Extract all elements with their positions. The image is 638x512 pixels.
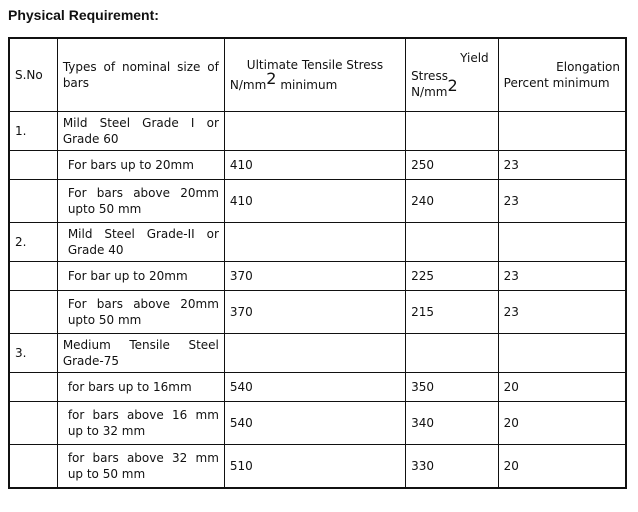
cell-sno: 1.: [9, 112, 57, 151]
cell-type: Mild Steel Grade-II or Grade 40: [57, 223, 224, 262]
cell-yield: [406, 112, 499, 151]
physical-requirement-table: [8, 37, 627, 489]
header-elongation-label: Elongation: [556, 60, 620, 74]
cell-elongation: 20: [498, 402, 626, 445]
cell-sno: 2.: [9, 223, 57, 262]
cell-type: For bars up to 20mm: [57, 151, 224, 180]
table-row: [9, 151, 626, 180]
table-row: [9, 112, 626, 151]
cell-sno: 3.: [9, 334, 57, 373]
table-row: [9, 334, 626, 373]
header-sno: S.No: [9, 38, 57, 112]
cell-sno: [9, 291, 57, 334]
cell-type: For bar up to 20mm: [57, 262, 224, 291]
cell-type: Medium Tensile Steel Grade-75: [57, 334, 224, 373]
table-row: [9, 402, 626, 445]
cell-elongation: 23: [498, 291, 626, 334]
cell-uts: 540: [224, 402, 405, 445]
cell-yield: 240: [406, 180, 499, 223]
header-type: Types of nominal size of bars: [57, 38, 224, 112]
header-uts-label: Ultimate Tensile Stress: [246, 58, 384, 72]
table-row: [9, 223, 626, 262]
table-row: [9, 262, 626, 291]
cell-type: for bars above 32 mm up to 50 mm: [57, 445, 224, 489]
cell-yield: 250: [406, 151, 499, 180]
header-yield-unit: N/mm: [411, 85, 448, 99]
cell-elongation: 20: [498, 445, 626, 489]
cell-elongation: [498, 223, 626, 262]
cell-yield: 225: [406, 262, 499, 291]
page-title: Physical Requirement:: [8, 7, 159, 23]
cell-yield: 350: [406, 373, 499, 402]
header-ultimate-tensile-stress: [224, 38, 405, 112]
cell-sno: [9, 445, 57, 489]
table-header-row: [9, 38, 626, 112]
cell-elongation: [498, 112, 626, 151]
cell-sno: [9, 373, 57, 402]
header-uts-unit-line: [229, 69, 400, 93]
cell-uts: 370: [224, 262, 405, 291]
cell-type: for bars above 16 mm up to 32 mm: [57, 402, 224, 445]
cell-sno: [9, 402, 57, 445]
cell-sno: [9, 262, 57, 291]
table-row: [9, 373, 626, 402]
header-stress-label: Stress: [411, 69, 448, 83]
cell-yield: 340: [406, 402, 499, 445]
cell-uts: [224, 223, 405, 262]
cell-uts: 540: [224, 373, 405, 402]
cell-type: For bars above 20mm upto 50 mm: [57, 291, 224, 334]
cell-sno: [9, 180, 57, 223]
cell-elongation: [498, 334, 626, 373]
cell-uts: 370: [224, 291, 405, 334]
cell-elongation: 23: [498, 180, 626, 223]
cell-yield: [406, 334, 499, 373]
cell-sno: [9, 151, 57, 180]
cell-elongation: 23: [498, 151, 626, 180]
table-row: [9, 180, 626, 223]
cell-yield: [406, 223, 499, 262]
header-percent-minimum: Percent minimum: [503, 76, 610, 90]
cell-uts: 510: [224, 445, 405, 489]
header-yield-label: Yield: [460, 51, 489, 65]
cell-uts: 410: [224, 151, 405, 180]
table-row: [9, 291, 626, 334]
cell-type: for bars up to 16mm: [57, 373, 224, 402]
cell-type: Mild Steel Grade I or Grade 60: [57, 112, 224, 151]
header-uts-unit: N/mm: [229, 78, 267, 92]
header-yield-superscript: 2: [447, 76, 458, 95]
header-uts-superscript: 2: [266, 69, 277, 88]
cell-elongation: 23: [498, 262, 626, 291]
cell-yield: 215: [406, 291, 499, 334]
cell-type: For bars above 20mm upto 50 mm: [57, 180, 224, 223]
cell-yield: 330: [406, 445, 499, 489]
cell-uts: [224, 112, 405, 151]
cell-uts: 410: [224, 180, 405, 223]
header-elongation: [498, 38, 626, 112]
table-row: [9, 445, 626, 489]
header-yield-stress: [406, 38, 499, 112]
header-uts-suffix: minimum: [280, 78, 338, 92]
cell-uts: [224, 334, 405, 373]
cell-elongation: 20: [498, 373, 626, 402]
